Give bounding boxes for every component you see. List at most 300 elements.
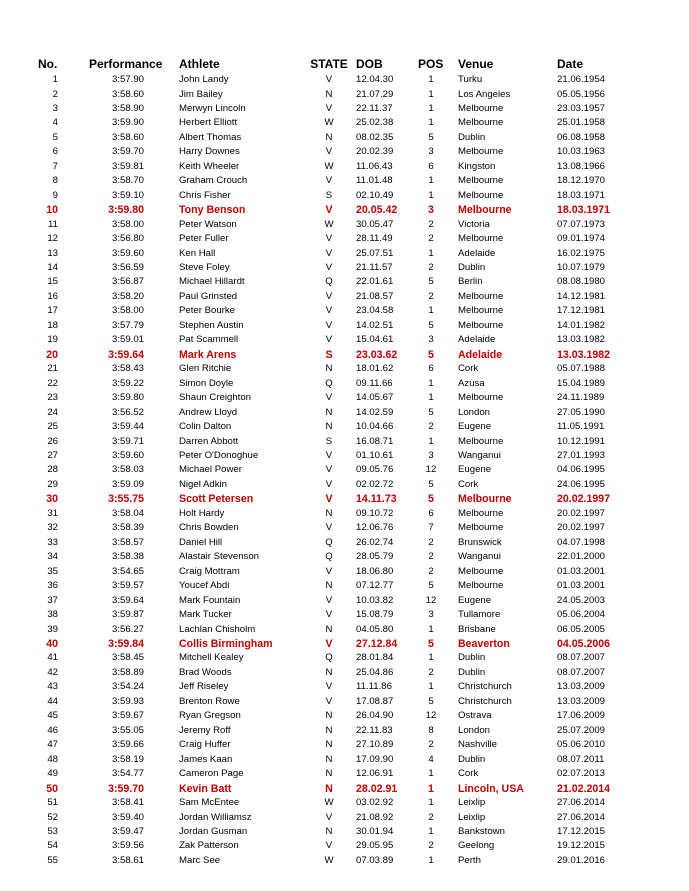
cell-pos: 1 (428, 782, 434, 795)
cell-date: 20.02.1997 (557, 507, 606, 519)
cell-state: V (325, 695, 333, 707)
table-row (0, 116, 689, 130)
cell-performance: 3:59.10 (111, 189, 144, 201)
cell-no: 20 (46, 348, 58, 361)
cell-pos: 2 (428, 262, 434, 273)
cell-state: V (325, 262, 333, 273)
cell-no: 45 (47, 710, 58, 722)
cell-dob: 20.02.39 (356, 146, 394, 158)
cell-performance: 3:59.57 (111, 580, 144, 592)
cell-no: 18 (47, 319, 58, 331)
cell-athlete: Albert Thomas (179, 131, 242, 143)
table-row (0, 203, 689, 217)
cell-pos: 1 (428, 102, 434, 114)
cell-venue: Perth (458, 854, 481, 866)
cell-no: 3 (52, 102, 58, 114)
cell-no: 53 (47, 825, 58, 837)
cell-dob: 08.02.35 (356, 131, 394, 143)
cell-date: 27.05.1990 (557, 406, 606, 418)
cell-venue: Lincoln, USA (458, 782, 524, 795)
cell-venue: Wanganui (458, 551, 501, 563)
cell-pos: 1 (428, 305, 434, 317)
cell-performance: 3:58.19 (111, 753, 144, 765)
table-row (0, 753, 689, 767)
cell-dob: 11.11.86 (356, 681, 392, 693)
cell-venue: Cork (458, 478, 479, 490)
cell-state: Q (325, 551, 333, 563)
cell-performance: 3:59.64 (111, 594, 144, 606)
cell-no: 16 (47, 290, 58, 302)
cell-athlete: Scott Petersen (179, 493, 254, 506)
cell-dob: 30.01.94 (356, 825, 394, 837)
cell-pos: 3 (428, 146, 434, 158)
cell-state: V (325, 319, 333, 331)
cell-venue: Wanganui (458, 450, 501, 461)
cell-athlete: Paul Grinsted (179, 290, 238, 302)
cell-venue: Leixlip (458, 797, 486, 808)
cell-venue: Melbourne (458, 117, 504, 129)
cell-date: 27.06.2014 (557, 811, 606, 823)
cell-pos: 6 (428, 363, 434, 375)
cell-performance: 3:59.44 (111, 421, 144, 432)
cell-date: 24.11.1989 (557, 392, 605, 404)
table-row (0, 796, 689, 810)
cell-date: 02.07.2013 (557, 768, 606, 780)
cell-pos: 6 (428, 160, 434, 172)
cell-venue: Tullamore (458, 609, 501, 620)
cell-no: 49 (47, 768, 58, 780)
cell-no: 55 (47, 854, 58, 866)
cell-state: N (325, 406, 333, 418)
header-athlete: Athlete (179, 57, 220, 71)
cell-no: 38 (47, 609, 58, 620)
cell-no: 51 (47, 797, 58, 808)
cell-no: 2 (52, 88, 58, 100)
cell-athlete: Mark Tucker (179, 609, 232, 620)
cell-performance: 3:59.80 (108, 204, 144, 217)
cell-date: 04.07.1998 (557, 536, 606, 548)
cell-state: N (325, 753, 333, 765)
cell-date: 18.03.1971 (557, 189, 606, 201)
cell-date: 13.03.1982 (557, 334, 606, 346)
cell-pos: 2 (428, 565, 434, 577)
cell-date: 07.07.1973 (557, 218, 606, 230)
cell-state: V (325, 247, 333, 259)
cell-pos: 1 (428, 825, 434, 837)
cell-performance: 3:56.80 (111, 233, 144, 245)
cell-venue: Melbourne (458, 290, 504, 302)
cell-state: V (325, 305, 333, 317)
cell-athlete: Jordan Williamsz (179, 811, 252, 823)
cell-date: 20.02.1997 (557, 493, 611, 506)
cell-dob: 22.11.83 (356, 724, 393, 736)
cell-no: 26 (47, 435, 58, 447)
cell-state: V (325, 811, 333, 823)
cell-dob: 25.02.38 (356, 117, 394, 129)
cell-athlete: Brad Woods (179, 666, 232, 678)
cell-performance: 3:59.90 (111, 117, 144, 129)
cell-performance: 3:59.64 (108, 348, 144, 361)
cell-state: N (325, 421, 333, 432)
cell-no: 22 (47, 377, 58, 389)
table-row (0, 478, 689, 492)
cell-athlete: Zak Patterson (179, 840, 239, 852)
cell-state: N (325, 724, 333, 736)
cell-athlete: Daniel Hill (179, 536, 223, 548)
cell-no: 4 (52, 117, 58, 129)
cell-venue: Brisbane (458, 623, 496, 635)
cell-athlete: Pat Scammell (179, 334, 239, 346)
cell-no: 39 (47, 623, 58, 635)
cell-no: 43 (47, 681, 58, 693)
cell-pos: 5 (428, 319, 434, 331)
cell-date: 21.02.2014 (557, 782, 611, 795)
cell-venue: Melbourne (458, 175, 504, 187)
table-row (0, 463, 689, 477)
table-row (0, 348, 689, 362)
cell-performance: 3:59.56 (111, 840, 144, 852)
cell-no: 48 (47, 753, 58, 765)
cell-venue: Nashville (458, 739, 497, 751)
cell-state: S (325, 435, 333, 447)
cell-no: 35 (47, 565, 58, 577)
table-row (0, 811, 689, 825)
cell-state: Q (325, 652, 333, 664)
cell-athlete: Peter Fuller (179, 233, 229, 245)
table-row (0, 290, 689, 304)
cell-state: N (325, 710, 333, 722)
cell-venue: Adelaide (458, 348, 503, 361)
cell-date: 05.06.2010 (557, 739, 606, 751)
cell-performance: 3:58.89 (111, 666, 144, 678)
cell-athlete: Mark Arens (179, 348, 237, 361)
cell-venue: Christchurch (458, 681, 512, 693)
cell-venue: Eugene (458, 594, 492, 606)
cell-no: 41 (47, 652, 58, 664)
cell-dob: 10.04.66 (356, 421, 394, 432)
header-performance: Performance (89, 57, 163, 71)
cell-pos: 3 (428, 334, 434, 346)
cell-athlete: Peter Bourke (179, 305, 235, 317)
cell-performance: 3:59.60 (111, 450, 144, 461)
cell-state: V (325, 204, 333, 217)
cell-performance: 3:58.57 (111, 536, 144, 548)
cell-athlete: Mark Fountain (179, 594, 241, 606)
cell-athlete: Ryan Gregson (179, 710, 241, 722)
cell-performance: 3:59.87 (111, 609, 144, 620)
cell-dob: 25.04.86 (356, 666, 394, 678)
cell-venue: Eugene (458, 421, 492, 432)
cell-pos: 3 (428, 609, 434, 620)
table-row (0, 261, 689, 275)
cell-dob: 16.08.71 (356, 435, 394, 447)
cell-pos: 1 (428, 797, 434, 808)
cell-athlete: Marc See (179, 854, 221, 866)
cell-performance: 3:58.43 (111, 363, 144, 375)
cell-performance: 3:58.41 (111, 797, 144, 808)
table-row (0, 565, 689, 579)
cell-date: 04.06.1995 (557, 464, 606, 476)
cell-venue: London (458, 724, 491, 736)
cell-date: 16.02.1975 (557, 247, 606, 259)
cell-no: 31 (47, 507, 58, 519)
cell-performance: 3:59.81 (111, 160, 144, 172)
cell-dob: 14.11.73 (356, 493, 397, 506)
cell-venue: Los Angeles (458, 88, 511, 100)
cell-no: 34 (47, 551, 58, 563)
cell-date: 05.07.1988 (557, 363, 606, 375)
cell-dob: 26.02.74 (356, 536, 394, 548)
cell-date: 24.06.1995 (557, 478, 606, 490)
table-row (0, 391, 689, 405)
cell-state: W (324, 160, 334, 172)
cell-athlete: Shaun Creighton (179, 392, 252, 404)
cell-no: 21 (47, 363, 58, 375)
cell-dob: 17.09.90 (356, 753, 394, 765)
cell-date: 29.01.2016 (557, 854, 606, 866)
cell-performance: 3:59.70 (108, 782, 144, 795)
table-row (0, 695, 689, 709)
cell-performance: 3:56.27 (111, 623, 144, 635)
cell-performance: 3:54.77 (111, 768, 144, 780)
cell-date: 10.03.1963 (557, 146, 606, 158)
cell-athlete: Jim Bailey (179, 88, 223, 100)
cell-performance: 3:54.24 (111, 681, 144, 693)
table-row (0, 275, 689, 289)
cell-athlete: Michael Hillardt (179, 276, 245, 288)
table-row (0, 73, 689, 87)
cell-dob: 18.01.62 (356, 363, 394, 375)
cell-state: V (325, 594, 333, 606)
cell-dob: 09.11.66 (356, 377, 393, 389)
header-state: STATE (310, 57, 348, 71)
cell-date: 01.03.2001 (557, 565, 606, 577)
cell-no: 10 (46, 204, 58, 217)
cell-pos: 1 (428, 623, 434, 635)
table-row (0, 362, 689, 376)
cell-venue: Christchurch (458, 695, 512, 707)
cell-performance: 3:58.70 (111, 175, 144, 187)
cell-venue: Dublin (458, 262, 486, 273)
cell-date: 19.12.2015 (557, 840, 606, 852)
cell-pos: 2 (428, 811, 434, 823)
cell-no: 6 (52, 146, 58, 158)
cell-athlete: Collis Birmingham (179, 637, 273, 650)
cell-performance: 3:59.40 (111, 811, 144, 823)
cell-dob: 03.02.92 (356, 797, 394, 808)
cell-venue: Melbourne (458, 493, 512, 506)
cell-athlete: Mitchell Kealey (179, 652, 244, 664)
cell-state: N (325, 623, 333, 635)
table-row (0, 594, 689, 608)
table-row (0, 145, 689, 159)
cell-athlete: Jordan Gusman (179, 825, 248, 837)
table-row (0, 680, 689, 694)
cell-pos: 5 (428, 348, 434, 361)
cell-state: V (325, 609, 333, 620)
cell-date: 13.08.1966 (557, 160, 606, 172)
table-row (0, 521, 689, 535)
cell-venue: Melbourne (458, 435, 504, 447)
cell-no: 15 (47, 276, 58, 288)
cell-performance: 3:59.01 (111, 334, 144, 346)
table-row (0, 767, 689, 781)
cell-athlete: Tony Benson (179, 204, 246, 217)
cell-date: 06.05.2005 (557, 623, 606, 635)
cell-pos: 1 (428, 435, 434, 447)
cell-date: 23.03.1957 (557, 102, 606, 114)
cell-athlete: Youcef Abdi (179, 580, 230, 592)
cell-dob: 20.05.42 (356, 204, 398, 217)
cell-date: 22.01.2000 (557, 551, 606, 563)
cell-performance: 3:58.60 (111, 131, 144, 143)
cell-venue: Melbourne (458, 565, 504, 577)
cell-pos: 6 (428, 507, 434, 519)
table-row (0, 218, 689, 232)
cell-performance: 3:58.60 (111, 88, 144, 100)
cell-athlete: John Landy (179, 74, 229, 85)
table-row (0, 435, 689, 449)
cell-pos: 1 (428, 681, 434, 693)
cell-date: 13.03.2009 (557, 681, 606, 693)
table-row (0, 507, 689, 521)
cell-athlete: Graham Crouch (179, 175, 248, 187)
cell-dob: 15.04.61 (356, 334, 394, 346)
cell-pos: 2 (428, 840, 434, 852)
cell-performance: 3:58.20 (111, 290, 144, 302)
cell-no: 29 (47, 478, 58, 490)
cell-pos: 2 (428, 218, 434, 230)
cell-date: 27.06.2014 (557, 797, 606, 808)
cell-no: 46 (47, 724, 58, 736)
table-row (0, 839, 689, 853)
cell-date: 05.05.1956 (557, 88, 606, 100)
table-row (0, 333, 689, 347)
cell-venue: London (458, 406, 491, 418)
cell-pos: 1 (428, 854, 434, 866)
cell-venue: Melbourne (458, 146, 504, 158)
cell-pos: 1 (428, 247, 434, 259)
cell-athlete: Kevin Batt (179, 782, 232, 795)
cell-dob: 12.04.30 (356, 74, 394, 85)
cell-no: 32 (47, 522, 58, 534)
cell-state: N (325, 782, 333, 795)
cell-pos: 7 (428, 522, 434, 534)
cell-state: V (325, 464, 333, 476)
cell-no: 44 (47, 695, 58, 707)
table-row (0, 623, 689, 637)
cell-no: 37 (47, 594, 58, 606)
cell-dob: 07.03.89 (356, 854, 394, 866)
cell-dob: 21.11.57 (356, 262, 393, 273)
cell-state: W (324, 117, 334, 129)
cell-pos: 1 (428, 652, 434, 664)
cell-dob: 09.05.76 (356, 464, 394, 476)
cell-no: 54 (47, 840, 58, 852)
cell-performance: 3:55.05 (111, 724, 144, 736)
cell-venue: Beaverton (458, 637, 510, 650)
cell-athlete: Harry Downes (179, 146, 240, 158)
cell-pos: 2 (428, 421, 434, 432)
cell-venue: Dublin (458, 666, 486, 678)
cell-venue: Bankstown (458, 825, 505, 837)
cell-dob: 10.03.82 (356, 594, 394, 606)
cell-performance: 3:58.03 (111, 464, 144, 476)
cell-no: 23 (47, 392, 58, 404)
cell-dob: 17.08.87 (356, 695, 394, 707)
cell-performance: 3:59.60 (111, 247, 144, 259)
cell-no: 14 (47, 262, 58, 273)
cell-dob: 22.11.37 (356, 102, 393, 114)
cell-venue: Melbourne (458, 392, 504, 404)
cell-state: V (325, 392, 333, 404)
cell-state: Q (325, 536, 333, 548)
cell-dob: 28.11.49 (356, 233, 393, 245)
cell-state: W (324, 797, 334, 808)
cell-state: N (325, 88, 333, 100)
cell-venue: Melbourne (458, 580, 504, 592)
table-row (0, 724, 689, 738)
cell-date: 18.12.1970 (557, 175, 606, 187)
cell-dob: 02.02.72 (356, 478, 394, 490)
cell-state: Q (325, 276, 333, 288)
cell-venue: Dublin (458, 652, 486, 664)
cell-dob: 23.04.58 (356, 305, 394, 317)
cell-venue: Leixlip (458, 811, 486, 823)
cell-athlete: Colin Dalton (179, 421, 232, 432)
cell-date: 25.07.2009 (557, 724, 606, 736)
cell-athlete: Craig Mottram (179, 565, 240, 577)
cell-date: 10.07.1979 (557, 262, 606, 273)
cell-performance: 3:58.45 (111, 652, 144, 664)
cell-no: 7 (52, 160, 58, 172)
table-row (0, 232, 689, 246)
cell-athlete: Sam McEntee (179, 797, 240, 808)
cell-state: V (325, 493, 333, 506)
cell-dob: 12.06.91 (356, 768, 394, 780)
cell-venue: Melbourne (458, 233, 504, 245)
cell-venue: Melbourne (458, 189, 504, 201)
cell-performance: 3:56.87 (111, 276, 144, 288)
cell-venue: Brunswick (458, 536, 502, 548)
cell-date: 14.12.1981 (557, 290, 606, 302)
cell-athlete: Peter O'Donoghue (179, 450, 259, 461)
cell-venue: Berlin (458, 276, 483, 288)
cell-no: 40 (46, 637, 58, 650)
cell-pos: 5 (428, 493, 434, 506)
cell-dob: 14.02.59 (356, 406, 394, 418)
cell-pos: 5 (428, 695, 434, 707)
cell-no: 42 (47, 666, 58, 678)
cell-venue: Melbourne (458, 319, 504, 331)
table-row (0, 637, 689, 651)
cell-performance: 3:59.22 (111, 377, 144, 389)
cell-dob: 26.04.90 (356, 710, 394, 722)
cell-date: 09.01.1974 (557, 233, 606, 245)
cell-state: W (324, 854, 334, 866)
cell-performance: 3:57.90 (111, 74, 144, 85)
cell-no: 12 (47, 233, 58, 245)
cell-venue: Ostrava (458, 710, 492, 722)
cell-athlete: Steve Foley (179, 262, 230, 273)
cell-venue: Adelaide (458, 334, 496, 346)
cell-pos: 3 (428, 204, 434, 217)
cell-pos: 5 (428, 580, 434, 592)
cell-dob: 12.06.76 (356, 522, 394, 534)
cell-athlete: Michael Power (179, 464, 242, 476)
table-row (0, 579, 689, 593)
cell-date: 18.03.1971 (557, 204, 611, 217)
